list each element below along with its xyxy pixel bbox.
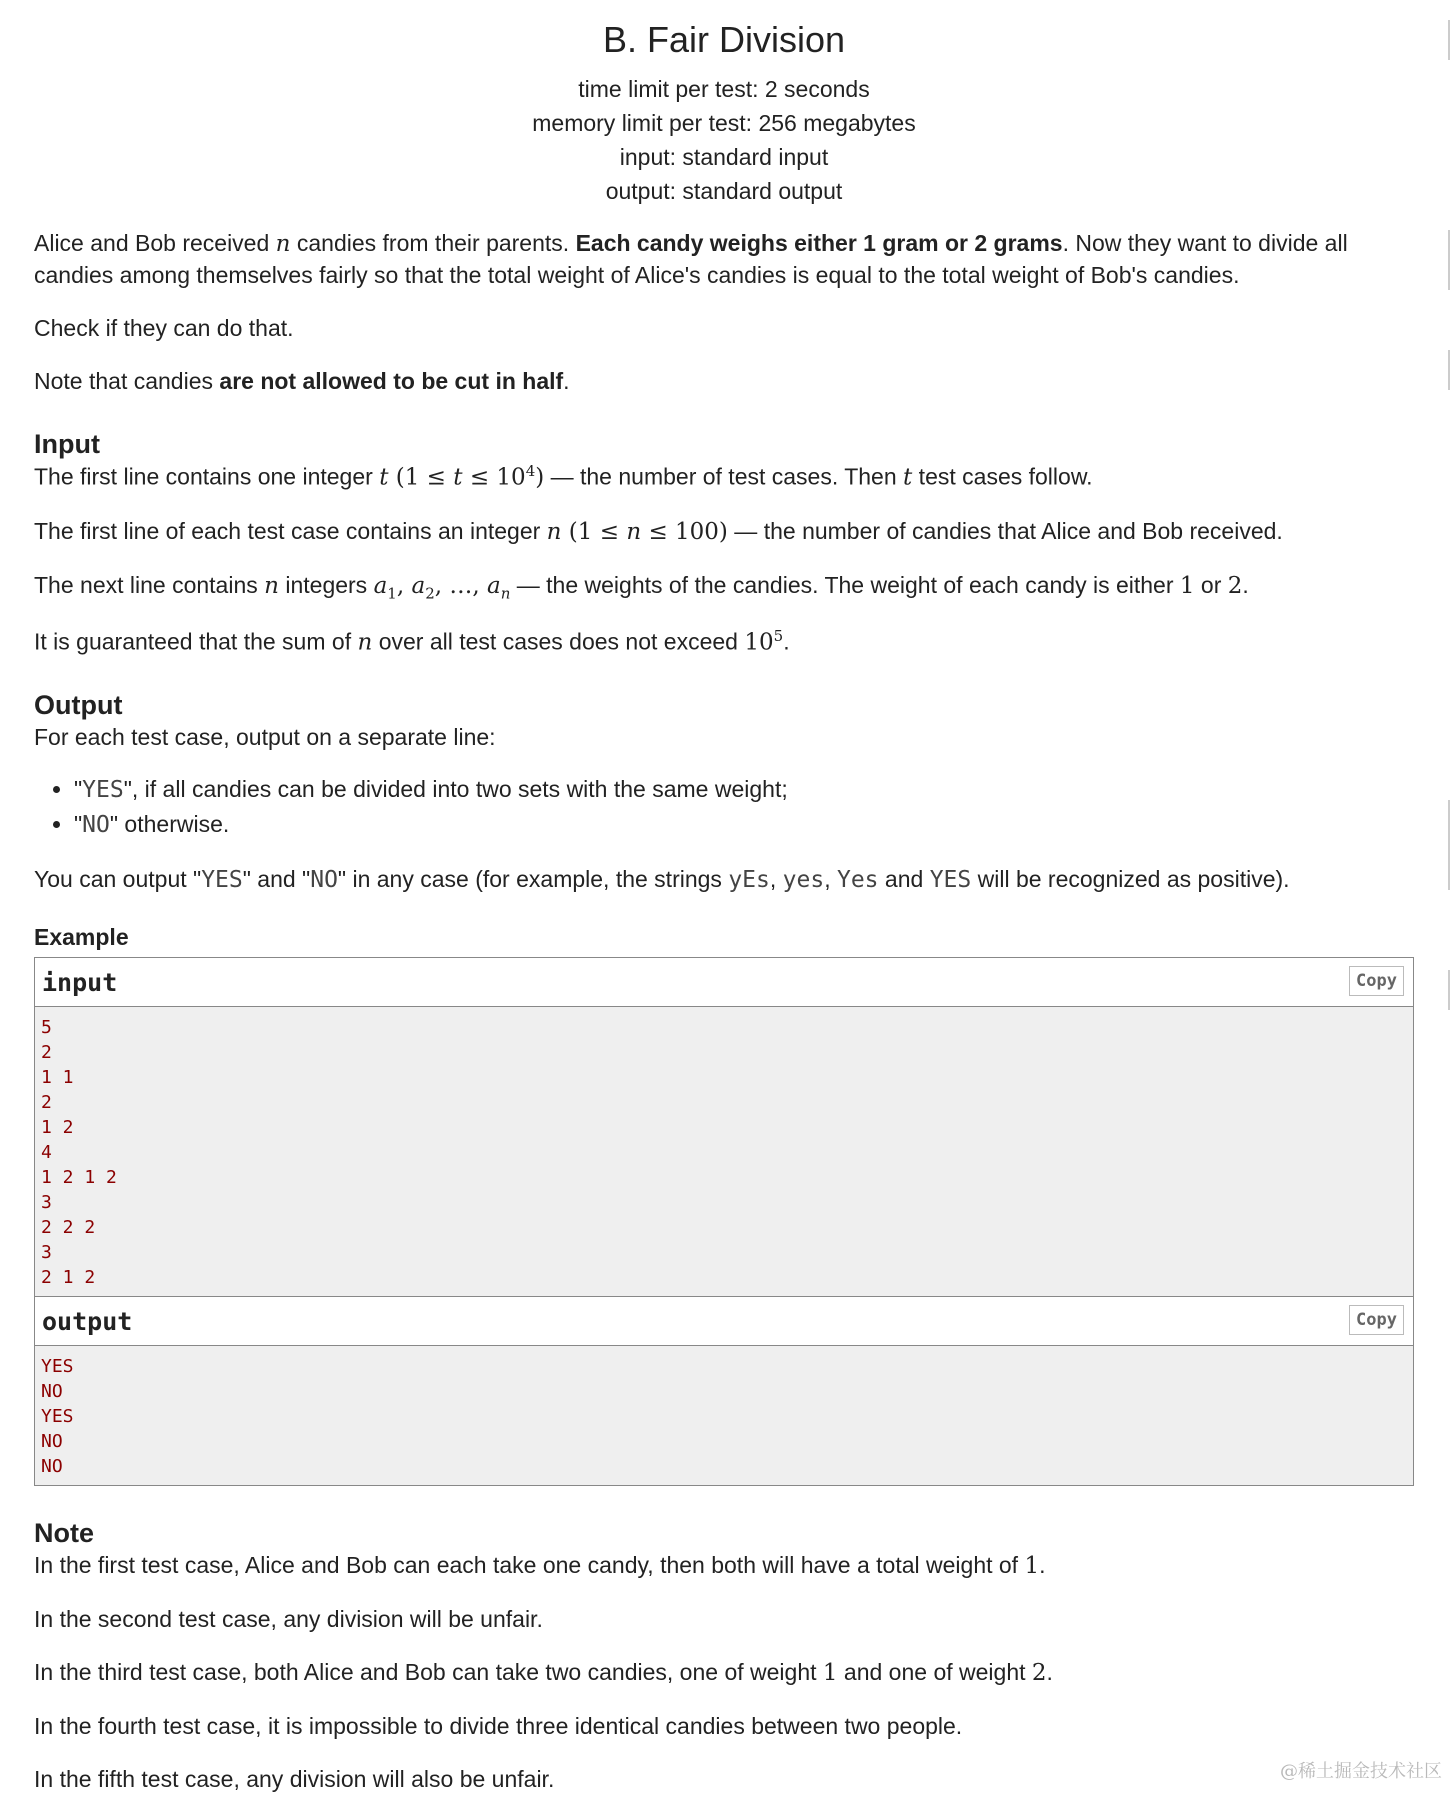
input-line: The first line contains one integer t $(1 \le t \le 10^4)$ — the number of test cases. Then t test cases follow.	[34, 462, 1093, 491]
section-title-input: Input	[34, 429, 100, 460]
input-line: The next line contains n integers $a_1$, $a_2$, …, $a_n$ — the weights of the candies. The weight of each candy is either 1 or 2.	[34, 571, 1249, 603]
sample-line: 2 1 2	[41, 1266, 96, 1288]
output-line: For each test case, output on a separate line:	[34, 724, 496, 751]
problem-page	[34, 0, 1414, 1795]
sample-output-body	[35, 1346, 1413, 1485]
output-section	[34, 688, 1414, 895]
note-section	[34, 1516, 1414, 1795]
output-bullet-list	[34, 772, 1414, 842]
section-title-note: Note	[34, 1517, 94, 1548]
example-section	[34, 922, 1414, 1486]
statement-paragraph: Alice and Bob received n candies from their parents. Each candy weighs either 1 gram or 2 grams. Now they want to divide all candies among themselves fairly so that the total weight of Alice's candies is equal to the total weight of Bob's candies.	[34, 230, 1348, 289]
memory-limit: memory limit per test: 256 megabytes	[532, 110, 916, 136]
statement-paragraph: Note that candies are not allowed to be cut in half.	[34, 368, 570, 395]
note-line: In the second test case, any division will be unfair.	[34, 1605, 543, 1632]
sample-line: NO	[41, 1455, 63, 1477]
sample-output-label: output	[42, 1306, 133, 1336]
note-line: In the first test case, Alice and Bob can each take one candy, then both will have a total weight of 1.	[34, 1551, 1046, 1579]
sample-line: 2	[41, 1091, 52, 1113]
sample-line: 2	[41, 1041, 52, 1063]
list-item: • "NO" otherwise.	[74, 807, 1414, 842]
note-line: In the third test case, both Alice and Bob can take two candies, one of weight 1 and one of weight 2.	[34, 1658, 1053, 1686]
note-line: In the fifth test case, any division will also be unfair.	[34, 1765, 555, 1792]
sample-input-body	[35, 1007, 1413, 1296]
time-limit: time limit per test: 2 seconds	[578, 76, 870, 102]
input-section	[34, 427, 1414, 658]
input-line: It is guaranteed that the sum of n over all test cases does not exceed $10^5$.	[34, 626, 790, 656]
sample-line: NO	[41, 1430, 63, 1452]
copy-input-button[interactable]: Copy	[1349, 966, 1404, 996]
sample-line: 1 2 1 2	[41, 1166, 117, 1188]
sample-line: 5	[41, 1016, 52, 1038]
sample-line: YES	[41, 1355, 74, 1377]
example-title: Example	[34, 923, 129, 950]
output-line: You can output "YES" and "NO" in any case (for example, the strings yEs, yes, Yes and YES will be recognized as positive).	[34, 865, 1290, 893]
list-item: • "YES", if all candies can be divided into two sets with the same weight;	[74, 772, 1414, 807]
sample-line: YES	[41, 1405, 74, 1427]
sample-line: 3	[41, 1241, 52, 1263]
sample-input-header	[35, 958, 1413, 1007]
sample-line: 1 1	[41, 1066, 74, 1088]
sample-line: 3	[41, 1191, 52, 1213]
sample-test	[34, 957, 1414, 1486]
problem-statement	[34, 228, 1414, 397]
sample-line: 2 2 2	[41, 1216, 96, 1238]
page-title: B. Fair Division	[602, 19, 846, 60]
sample-line: NO	[41, 1380, 63, 1402]
watermark: @稀土掘金技术社区	[1280, 1760, 1442, 1782]
input-line: The first line of each test case contains an integer n (1 ≤ n ≤ 100) — the number of candies that Alice and Bob received.	[34, 517, 1283, 545]
note-line: In the fourth test case, it is impossible to divide three identical candies between two people.	[34, 1712, 963, 1739]
output-spec: output: standard output	[605, 178, 843, 204]
statement-paragraph: Check if they can do that.	[34, 315, 294, 342]
scrollbar-edge	[1440, 0, 1454, 1790]
section-title-output: Output	[34, 690, 123, 721]
sample-line: 1 2	[41, 1116, 74, 1138]
sample-output-header	[35, 1297, 1413, 1346]
copy-output-button[interactable]: Copy	[1349, 1305, 1404, 1335]
problem-header	[34, 0, 1414, 208]
sample-line: 4	[41, 1141, 52, 1163]
input-spec: input: standard input	[619, 144, 829, 170]
sample-input-label: input	[42, 967, 118, 997]
